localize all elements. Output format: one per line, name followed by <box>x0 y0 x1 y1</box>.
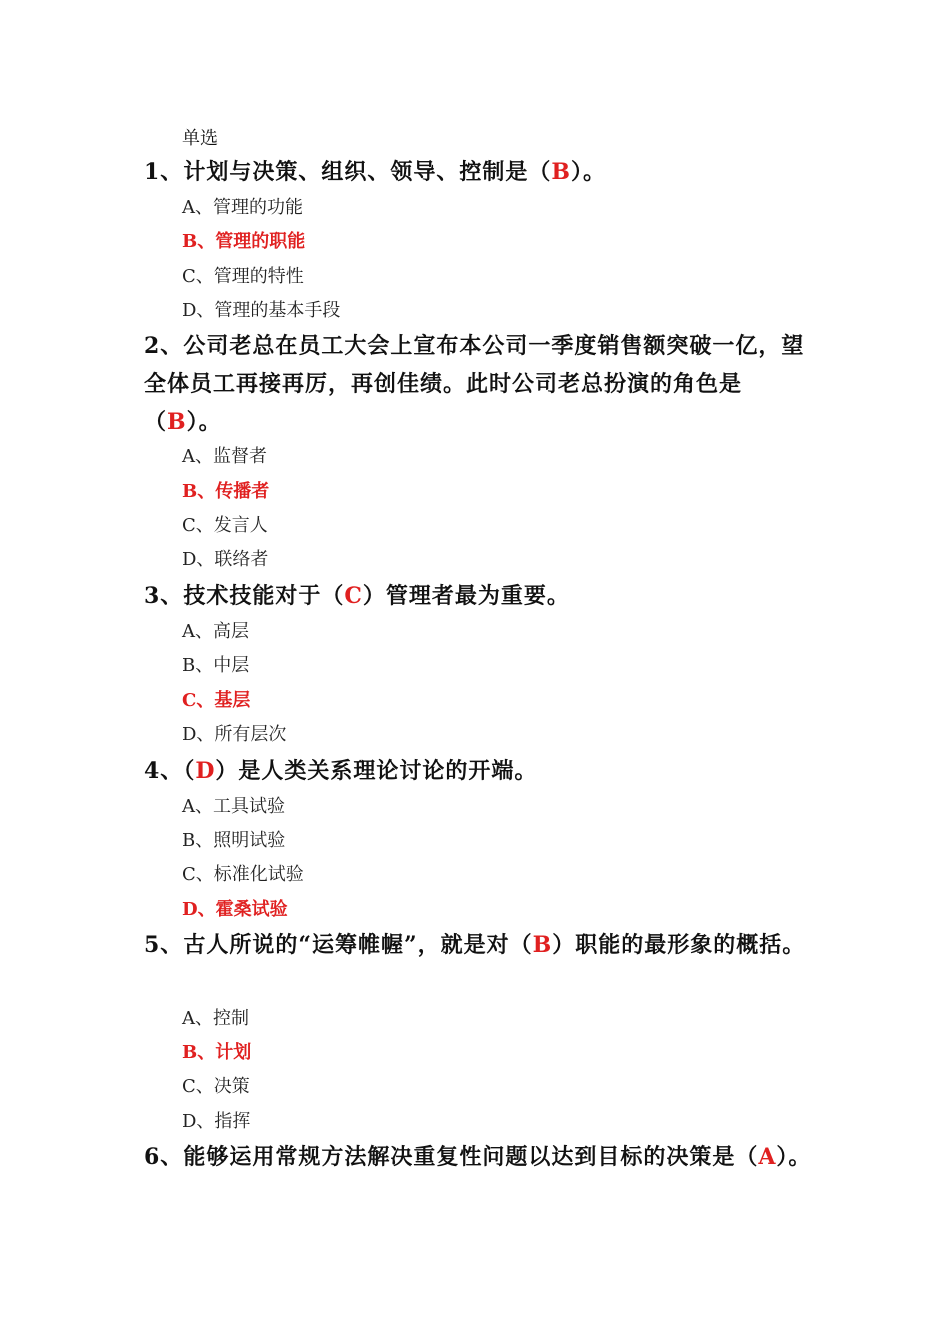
question-text: （ <box>183 758 196 784</box>
question-number: 1、 <box>144 159 184 185</box>
answer-letter: B <box>532 932 553 958</box>
option: D、联络者 <box>182 549 269 570</box>
option: C、标准化试验 <box>182 864 304 885</box>
answer-letter: B <box>167 409 187 435</box>
option: A、工具试验 <box>182 796 285 817</box>
option-correct: B、计划 <box>182 1042 252 1063</box>
question-number: 6、 <box>144 1144 184 1170</box>
question-text-end: ）。 <box>186 409 222 435</box>
question-text: 公司老总在员工大会上宣布本公司一季度销售额突破一亿，望全体员工再接再厉，再创佳绩。此时公司老总扮演的角色是（ <box>144 333 805 435</box>
option: C、管理的特性 <box>182 266 304 287</box>
option: B、照明试验 <box>182 830 286 851</box>
question-1 <box>144 153 814 191</box>
section-label: 单选 <box>182 128 218 149</box>
option-correct: B、传播者 <box>182 481 270 502</box>
option-correct: D、霍桑试验 <box>182 899 288 920</box>
option: A、监督者 <box>182 446 267 467</box>
question-number: 5、 <box>144 932 184 958</box>
option: A、控制 <box>182 1008 249 1029</box>
question-text-end: ）职能的最形象的概括。 <box>552 932 806 958</box>
option: C、发言人 <box>182 515 268 536</box>
answer-letter: B <box>551 159 571 185</box>
question-text: 计划与决策、组织、领导、控制是（ <box>183 159 552 185</box>
question-text: 古人所说的“运筹帷幄”，就是对（ <box>183 932 533 958</box>
question-4 <box>144 752 814 790</box>
question-text-end: ）管理者最为重要。 <box>362 583 570 609</box>
question-number: 2、 <box>144 333 184 359</box>
option: A、高层 <box>182 621 249 642</box>
answer-letter: A <box>758 1144 777 1170</box>
question-number: 3、 <box>144 583 184 609</box>
answer-letter: D <box>195 758 216 784</box>
question-text-end: ）。 <box>570 159 606 185</box>
option: B、中层 <box>182 655 250 676</box>
answer-letter: C <box>344 583 363 609</box>
question-6 <box>144 1138 814 1176</box>
question-3 <box>144 577 814 615</box>
question-number: 4、 <box>144 758 184 784</box>
question-2 <box>144 327 814 441</box>
question-5 <box>144 926 814 964</box>
option: C、决策 <box>182 1076 250 1097</box>
option: D、指挥 <box>182 1111 251 1132</box>
question-text-end: ）。 <box>776 1144 812 1170</box>
question-text-end: ）是人类关系理论讨论的开端。 <box>215 758 538 784</box>
option: D、管理的基本手段 <box>182 300 341 321</box>
question-text: 技术技能对于（ <box>183 583 345 609</box>
option-correct: C、基层 <box>182 690 251 711</box>
option-correct: B、管理的职能 <box>182 231 306 252</box>
option: A、管理的功能 <box>182 197 303 218</box>
question-text: 能够运用常规方法解决重复性问题以达到目标的决策是（ <box>183 1144 759 1170</box>
option: D、所有层次 <box>182 724 287 745</box>
